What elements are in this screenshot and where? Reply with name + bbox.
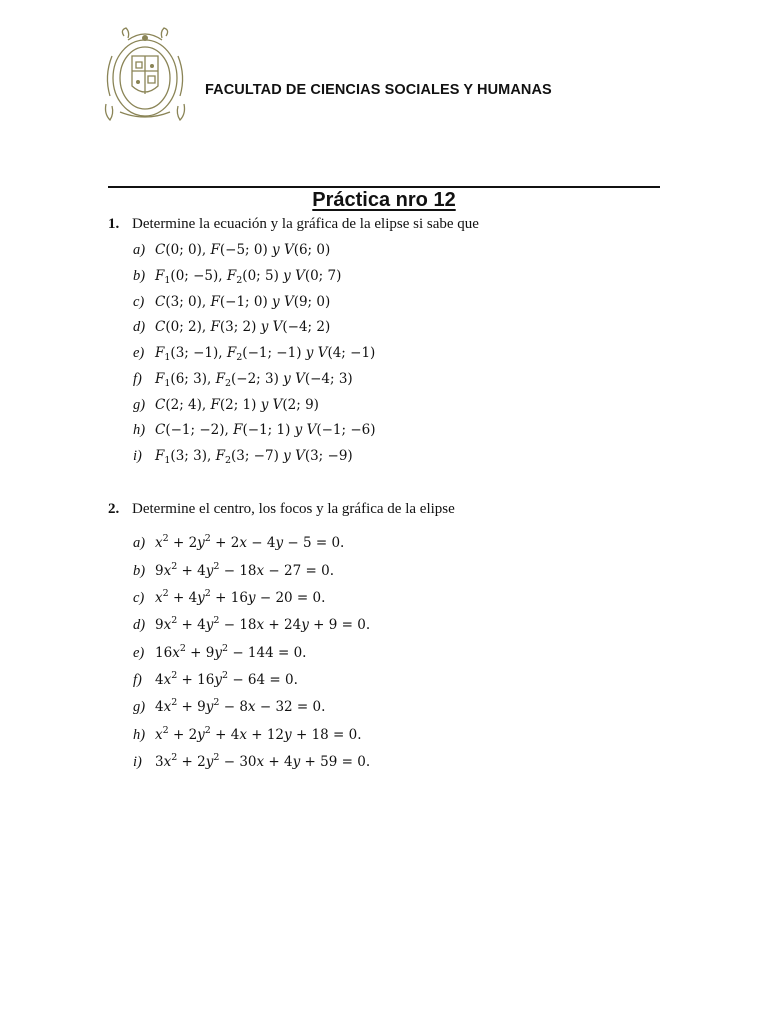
item-label: h) bbox=[133, 727, 146, 743]
item-expression: $9x^2 + 4y^2 - 18x - 27 = 0$. bbox=[155, 561, 334, 579]
list-item bbox=[133, 672, 298, 689]
item-expression: $4x^2 + 9y^2 - 8x - 32 = 0$. bbox=[155, 697, 326, 715]
list-item bbox=[133, 294, 330, 311]
question-2-number: 2. bbox=[108, 501, 120, 517]
item-expression: $x^2 + 4y^2 + 16y - 20 = 0$. bbox=[155, 588, 326, 606]
list-item bbox=[133, 754, 370, 771]
question-2 bbox=[108, 501, 455, 518]
item-expression: $x^2 + 2y^2 + 4x + 12y + 18 = 0$. bbox=[155, 725, 362, 743]
list-item bbox=[133, 590, 325, 607]
item-expression: $9x^2 + 4y^2 - 18x + 24y + 9 = 0$. bbox=[155, 615, 371, 633]
item-label: i) bbox=[133, 754, 142, 770]
list-item bbox=[133, 397, 319, 414]
list-item bbox=[133, 345, 375, 362]
item-expression: $F_1(3$; −1), $F_2(-1$; −1) y V(4; −1) bbox=[155, 345, 376, 363]
list-item bbox=[133, 645, 306, 662]
item-expression: $F_1(0$; −5), $F_2(0$; 5) y V(0; 7) bbox=[155, 268, 342, 286]
item-label: e) bbox=[133, 645, 145, 661]
list-item bbox=[133, 727, 362, 744]
item-expression: $16x^2 + 9y^2 - 144 = 0$. bbox=[155, 643, 307, 661]
item-label: f) bbox=[133, 371, 142, 387]
item-label: g) bbox=[133, 397, 146, 413]
item-expression: $x^2 + 2y^2 + 2x - 4y - 5 = 0$. bbox=[155, 533, 345, 551]
item-label: c) bbox=[133, 294, 145, 310]
item-label: g) bbox=[133, 699, 146, 715]
question-1 bbox=[108, 216, 479, 233]
list-item bbox=[133, 268, 341, 285]
title-divider bbox=[108, 186, 660, 188]
question-1-text: Determine la ecuación y la gráfica de la elipse si sabe que bbox=[132, 216, 479, 232]
item-label: d) bbox=[133, 319, 146, 335]
list-item bbox=[133, 242, 330, 259]
item-expression: C(−1; −2), F(−1; 1) y V(−1; −6) bbox=[155, 422, 376, 438]
university-seal-logo bbox=[100, 26, 190, 124]
item-label: i) bbox=[133, 448, 142, 464]
item-label: b) bbox=[133, 268, 146, 284]
item-expression: C(0; 2), F(3; 2) y V(−4; 2) bbox=[155, 319, 331, 335]
list-item bbox=[133, 371, 353, 388]
item-expression: C(2; 4), F(2; 1) y V(2; 9) bbox=[155, 397, 319, 413]
list-item bbox=[133, 422, 376, 439]
list-item bbox=[133, 319, 330, 336]
item-expression: $3x^2 + 2y^2 - 30x + 4y + 59 = 0$. bbox=[155, 752, 371, 770]
item-expression: $4x^2 + 16y^2 - 64 = 0$. bbox=[155, 670, 298, 688]
item-label: a) bbox=[133, 242, 146, 258]
item-label: b) bbox=[133, 563, 146, 579]
item-label: d) bbox=[133, 617, 146, 633]
faculty-name: FACULTAD DE CIENCIAS SOCIALES Y HUMANAS bbox=[205, 82, 552, 98]
item-label: e) bbox=[133, 345, 145, 361]
page-title: Práctica nro 12 bbox=[312, 189, 456, 211]
item-label: c) bbox=[133, 590, 145, 606]
question-2-text: Determine el centro, los focos y la gráfica de la elipse bbox=[132, 501, 455, 517]
list-item bbox=[133, 448, 353, 465]
list-item bbox=[133, 563, 334, 580]
question-1-number: 1. bbox=[108, 216, 120, 232]
list-item bbox=[133, 617, 370, 634]
item-label: h) bbox=[133, 422, 146, 438]
item-expression: C(3; 0), F(−1; 0) y V(9; 0) bbox=[155, 294, 331, 310]
item-label: f) bbox=[133, 672, 142, 688]
list-item bbox=[133, 535, 344, 552]
list-item bbox=[133, 699, 325, 716]
item-label: a) bbox=[133, 535, 146, 551]
item-expression: $F_1(3$; 3), $F_2(3$; −7) y V(3; −9) bbox=[155, 448, 353, 466]
item-expression: C(0; 0), F(−5; 0) y V(6; 0) bbox=[155, 242, 331, 258]
item-expression: $F_1(6$; 3), $F_2(-2$; 3) y V(−4; 3) bbox=[155, 371, 353, 389]
